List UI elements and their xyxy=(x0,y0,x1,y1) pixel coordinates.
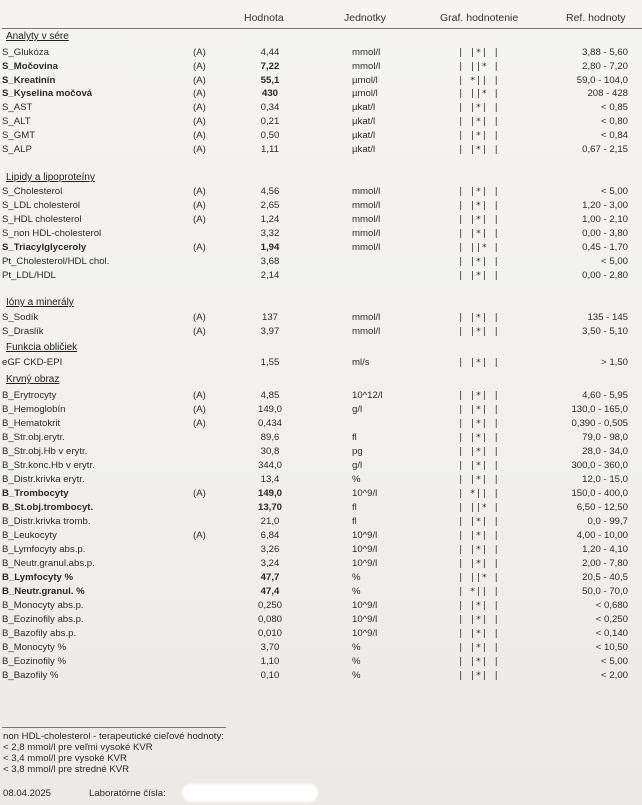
table-row xyxy=(0,214,642,226)
col-header-graph: Graf. hodnotenie xyxy=(440,12,519,24)
reference-range: < 10,50 xyxy=(595,642,628,653)
graph-indicator: | |*| | xyxy=(458,391,500,401)
graph-indicator: | ||* | xyxy=(458,573,500,583)
graph-indicator: | |*| | xyxy=(458,601,500,611)
reference-range: 59,0 - 104,0 xyxy=(576,75,628,86)
graph-indicator: | |*| | xyxy=(458,257,500,267)
table-row xyxy=(0,242,642,254)
result-value: 2,65 xyxy=(260,200,280,211)
test-name: S_Cholesterol xyxy=(2,186,63,197)
reference-range: < 5,00 xyxy=(601,186,628,197)
unit-label: mmol/l xyxy=(352,186,381,197)
test-name: B_Neutr.granul.abs.p. xyxy=(2,558,95,569)
accreditation-flag: (A) xyxy=(193,102,206,113)
table-row xyxy=(0,270,642,282)
test-name: S_Glukóza xyxy=(2,47,49,58)
result-value: 47,7 xyxy=(260,572,280,583)
reference-range: 135 - 145 xyxy=(587,312,628,323)
col-header-value: Hodnota xyxy=(244,12,284,24)
accreditation-flag: (A) xyxy=(193,326,206,337)
table-row xyxy=(0,357,642,369)
graph-indicator: | ||* | xyxy=(458,503,500,513)
reference-range: 6,50 - 12,50 xyxy=(576,502,628,513)
table-row xyxy=(0,144,642,156)
table-row xyxy=(0,530,642,542)
result-value: 0,080 xyxy=(257,614,282,625)
result-value: 4,85 xyxy=(260,390,280,401)
section-title-serum: Analyty v sére xyxy=(6,31,69,42)
unit-label: % xyxy=(352,586,361,597)
table-row xyxy=(0,446,642,458)
test-name: S_Kreatinín xyxy=(2,75,56,86)
result-value: 1,55 xyxy=(260,357,280,368)
result-value: 3,97 xyxy=(260,326,280,337)
test-name: S_AST xyxy=(2,102,33,113)
graph-indicator: | |*| | xyxy=(458,517,500,527)
result-value: 47,4 xyxy=(260,586,280,597)
result-value: 149,0 xyxy=(257,488,282,499)
result-value: 0,010 xyxy=(257,628,282,639)
test-name: S_ALP xyxy=(2,144,32,155)
footnote-line-3: < 3,8 mmol/l pre stredné KVR xyxy=(3,764,130,775)
unit-label: % xyxy=(352,642,361,653)
test-name: S_Kyselina močová xyxy=(2,88,93,99)
accreditation-flag: (A) xyxy=(193,530,206,541)
graph-indicator: | *|| | xyxy=(458,489,500,499)
table-row xyxy=(0,390,642,402)
header-divider xyxy=(2,28,642,29)
unit-label: 10^9/l xyxy=(352,628,378,639)
accreditation-flag: (A) xyxy=(193,242,206,253)
graph-indicator: | |*| | xyxy=(458,271,500,281)
table-row xyxy=(0,600,642,612)
section-title-blood-count: Krvný obraz xyxy=(6,374,60,385)
reference-range: < 5,00 xyxy=(601,656,628,667)
reference-range: 1,00 - 2,10 xyxy=(582,214,628,225)
result-value: 344,0 xyxy=(257,460,282,471)
graph-indicator: | |*| | xyxy=(458,671,500,681)
reference-range: 79,0 - 98,0 xyxy=(582,432,628,443)
test-name: B_Distr.krivka tromb. xyxy=(2,516,91,527)
table-row xyxy=(0,488,642,500)
unit-label: 10^9/l xyxy=(352,558,378,569)
unit-label: mmol/l xyxy=(352,214,381,225)
test-name: B_Monocyty abs.p. xyxy=(2,600,84,611)
test-name: B_Leukocyty xyxy=(2,530,57,541)
test-name: B_Str.obj.Hb v erytr. xyxy=(2,446,88,457)
unit-label: mmol/l xyxy=(352,312,381,323)
footnote-line-1: < 2,8 mmol/l pre veľmi vysoké KVR xyxy=(3,742,153,753)
reference-range: 0,0 - 99,7 xyxy=(587,516,628,527)
result-value: 4,56 xyxy=(260,186,280,197)
table-row xyxy=(0,642,642,654)
section-title-kidney: Funkcia obličiek xyxy=(6,342,78,353)
accreditation-flag: (A) xyxy=(193,390,206,401)
unit-label: fl xyxy=(352,502,357,513)
graph-indicator: | |*| | xyxy=(458,629,500,639)
reference-range: 3,50 - 5,10 xyxy=(582,326,628,337)
reference-range: 0,00 - 2,80 xyxy=(582,270,628,281)
accreditation-flag: (A) xyxy=(193,130,206,141)
graph-indicator: | |*| | xyxy=(458,117,500,127)
test-name: eGF CKD-EPI xyxy=(2,357,63,368)
reference-range: > 1,50 xyxy=(601,357,628,368)
unit-label: % xyxy=(352,572,361,583)
result-value: 0,34 xyxy=(260,102,280,113)
test-name: B_Str.obj.erytr. xyxy=(2,432,65,443)
graph-indicator: | *|| | xyxy=(458,76,500,86)
unit-label: % xyxy=(352,656,361,667)
accreditation-flag: (A) xyxy=(193,186,206,197)
graph-indicator: | |*| | xyxy=(458,313,500,323)
test-name: S_LDL cholesterol xyxy=(2,200,81,211)
result-value: 2,14 xyxy=(260,270,280,281)
unit-label: µkat/l xyxy=(352,144,376,155)
test-name: B_Trombocyty xyxy=(2,488,69,499)
test-name: S_HDL cholesterol xyxy=(2,214,82,225)
table-row xyxy=(0,326,642,338)
unit-label: µkat/l xyxy=(352,130,376,141)
result-value: 1,94 xyxy=(260,242,280,253)
reference-range: 12,0 - 15,0 xyxy=(582,474,628,485)
test-name: S_Draslík xyxy=(2,326,44,337)
unit-label: 10^9/l xyxy=(352,600,378,611)
test-name: B_Neutr.granul. % xyxy=(2,586,85,597)
graph-indicator: | ||* | xyxy=(458,62,500,72)
reference-range: 28,0 - 34,0 xyxy=(582,446,628,457)
table-row xyxy=(0,75,642,87)
reference-range: 150,0 - 400,0 xyxy=(571,488,628,499)
test-name: B_Distr.krivka erytr. xyxy=(2,474,85,485)
test-name: B_Lymfocyty % xyxy=(2,572,74,583)
table-row xyxy=(0,116,642,128)
graph-indicator: | |*| | xyxy=(458,145,500,155)
result-value: 89,6 xyxy=(260,432,280,443)
reference-range: 2,80 - 7,20 xyxy=(582,61,628,72)
table-row xyxy=(0,200,642,212)
result-value: 13,70 xyxy=(257,502,282,513)
graph-indicator: | |*| | xyxy=(458,531,500,541)
graph-indicator: | |*| | xyxy=(458,419,500,429)
accreditation-flag: (A) xyxy=(193,47,206,58)
table-row xyxy=(0,102,642,114)
result-value: 137 xyxy=(261,312,278,323)
graph-indicator: | |*| | xyxy=(458,559,500,569)
test-name: B_Hematokrit xyxy=(2,418,61,429)
unit-label: % xyxy=(352,474,361,485)
unit-label: mmol/l xyxy=(352,326,381,337)
test-name: B_Hemoglobín xyxy=(2,404,66,415)
test-name: Pt_Cholesterol/HDL chol. xyxy=(2,256,110,267)
table-row xyxy=(0,312,642,324)
reference-range: 4,60 - 5,95 xyxy=(582,390,628,401)
graph-indicator: | |*| | xyxy=(458,358,500,368)
result-value: 1,10 xyxy=(260,656,280,667)
result-value: 3,24 xyxy=(260,558,280,569)
accreditation-flag: (A) xyxy=(193,75,206,86)
graph-indicator: | |*| | xyxy=(458,131,500,141)
graph-indicator: | |*| | xyxy=(458,327,500,337)
redacted-area xyxy=(182,784,318,802)
graph-indicator: | |*| | xyxy=(458,201,500,211)
test-name: B_St.obj.trombocyt. xyxy=(2,502,94,513)
test-name: S_GMT xyxy=(2,130,36,141)
table-row xyxy=(0,516,642,528)
graph-indicator: | *|| | xyxy=(458,587,500,597)
result-value: 0,434 xyxy=(257,418,282,429)
reference-range: 0,390 - 0,505 xyxy=(571,418,628,429)
accreditation-flag: (A) xyxy=(193,418,206,429)
test-name: B_Erytrocyty xyxy=(2,390,57,401)
graph-indicator: | |*| | xyxy=(458,187,500,197)
table-row xyxy=(0,558,642,570)
test-name: S_ALT xyxy=(2,116,31,127)
graph-indicator: | |*| | xyxy=(458,461,500,471)
result-value: 0,10 xyxy=(260,670,280,681)
graph-indicator: | ||* | xyxy=(458,243,500,253)
reference-range: 3,88 - 5,60 xyxy=(582,47,628,58)
section-title-ions: Ióny a minerály xyxy=(6,297,74,308)
result-value: 430 xyxy=(261,88,278,99)
accreditation-flag: (A) xyxy=(193,144,206,155)
unit-label: fl xyxy=(352,432,357,443)
reference-range: 0,00 - 3,80 xyxy=(582,228,628,239)
result-value: 55,1 xyxy=(260,75,280,86)
test-name: B_Bazofily abs.p. xyxy=(2,628,77,639)
unit-label: pg xyxy=(352,446,363,457)
table-row xyxy=(0,88,642,100)
reference-range: 300,0 - 360,0 xyxy=(571,460,628,471)
reference-range: < 0,680 xyxy=(595,600,628,611)
col-header-units: Jednotky xyxy=(344,12,387,24)
reference-range: 20,5 - 40,5 xyxy=(582,572,628,583)
graph-indicator: | |*| | xyxy=(458,657,500,667)
result-value: 0,50 xyxy=(260,130,280,141)
graph-indicator: | |*| | xyxy=(458,447,500,457)
unit-label: 10^9/l xyxy=(352,530,378,541)
unit-label: mmol/l xyxy=(352,47,381,58)
result-value: 7,22 xyxy=(260,61,280,72)
unit-label: µmol/l xyxy=(352,88,378,99)
table-row xyxy=(0,460,642,472)
unit-label: mmol/l xyxy=(352,228,381,239)
table-row xyxy=(0,418,642,430)
unit-label: g/l xyxy=(352,404,363,415)
accreditation-flag: (A) xyxy=(193,116,206,127)
unit-label: 10^9/l xyxy=(352,614,378,625)
graph-indicator: | ||* | xyxy=(458,89,500,99)
test-name: B_Bazofily % xyxy=(2,670,59,681)
reference-range: 0,67 - 2,15 xyxy=(582,144,628,155)
reference-range: 0,45 - 1,70 xyxy=(582,242,628,253)
table-row xyxy=(0,502,642,514)
test-name: S_Triacylglyceroly xyxy=(2,242,87,253)
graph-indicator: | |*| | xyxy=(458,48,500,58)
table-row xyxy=(0,572,642,584)
result-value: 1,24 xyxy=(260,214,280,225)
unit-label: µkat/l xyxy=(352,102,376,113)
graph-indicator: | |*| | xyxy=(458,615,500,625)
result-value: 149,0 xyxy=(257,404,282,415)
test-name: B_Eozinofily abs.p. xyxy=(2,614,84,625)
test-name: B_Monocyty % xyxy=(2,642,66,653)
result-value: 30,8 xyxy=(260,446,280,457)
reference-range: 130,0 - 165,0 xyxy=(571,404,628,415)
footer-divider xyxy=(2,727,226,728)
accreditation-flag: (A) xyxy=(193,488,206,499)
table-row xyxy=(0,544,642,556)
result-value: 0,250 xyxy=(257,600,282,611)
graph-indicator: | |*| | xyxy=(458,475,500,485)
result-value: 4,44 xyxy=(260,47,280,58)
test-name: B_Lymfocyty abs.p. xyxy=(2,544,86,555)
test-name: S_Močovina xyxy=(2,61,58,72)
accreditation-flag: (A) xyxy=(193,214,206,225)
graph-indicator: | |*| | xyxy=(458,229,500,239)
unit-label: fl xyxy=(352,516,357,527)
test-name: Pt_LDL/HDL xyxy=(2,270,56,281)
table-row xyxy=(0,404,642,416)
unit-label: mmol/l xyxy=(352,61,381,72)
table-row xyxy=(0,61,642,73)
reference-range: 1,20 - 4,10 xyxy=(582,544,628,555)
table-row xyxy=(0,586,642,598)
report-date: 08.04.2025 xyxy=(3,788,52,799)
reference-range: < 0,84 xyxy=(601,130,628,141)
footnote-line-2: < 3,4 mmol/l pre vysoké KVR xyxy=(3,753,127,764)
unit-label: µmol/l xyxy=(352,75,378,86)
table-row xyxy=(0,614,642,626)
accreditation-flag: (A) xyxy=(193,200,206,211)
reference-range: 50,0 - 70,0 xyxy=(582,586,628,597)
unit-label: g/l xyxy=(352,460,363,471)
result-value: 0,21 xyxy=(260,116,280,127)
reference-range: < 0,140 xyxy=(595,628,628,639)
unit-label: 10^9/l xyxy=(352,544,378,555)
graph-indicator: | |*| | xyxy=(458,433,500,443)
unit-label: mmol/l xyxy=(352,200,381,211)
col-header-ref: Ref. hodnoty xyxy=(566,12,626,24)
result-value: 3,26 xyxy=(260,544,280,555)
reference-range: < 0,250 xyxy=(595,614,628,625)
lab-numbers-label: Laboratórne čísla: xyxy=(89,788,166,799)
accreditation-flag: (A) xyxy=(193,404,206,415)
test-name: S_non HDL-cholesterol xyxy=(2,228,102,239)
result-value: 3,68 xyxy=(260,256,280,267)
reference-range: 1,20 - 3,00 xyxy=(582,200,628,211)
table-row xyxy=(0,474,642,486)
graph-indicator: | |*| | xyxy=(458,405,500,415)
unit-label: 10^9/l xyxy=(352,488,378,499)
reference-range: < 5,00 xyxy=(601,256,628,267)
graph-indicator: | |*| | xyxy=(458,643,500,653)
section-title-lipids: Lipidy a lipoproteíny xyxy=(6,172,95,183)
graph-indicator: | |*| | xyxy=(458,545,500,555)
unit-label: ml/s xyxy=(352,357,370,368)
table-row xyxy=(0,432,642,444)
result-value: 1,11 xyxy=(261,144,279,155)
graph-indicator: | |*| | xyxy=(458,215,500,225)
result-value: 13,4 xyxy=(260,474,280,485)
accreditation-flag: (A) xyxy=(193,61,206,72)
result-value: 6,84 xyxy=(260,530,280,541)
table-row xyxy=(0,130,642,142)
reference-range: < 0,85 xyxy=(601,102,628,113)
reference-range: 208 - 428 xyxy=(587,88,628,99)
result-value: 3,32 xyxy=(260,228,280,239)
accreditation-flag: (A) xyxy=(193,312,206,323)
unit-label: mmol/l xyxy=(352,242,381,253)
test-name: B_Str.konc.Hb v erytr. xyxy=(2,460,95,471)
reference-range: < 0,80 xyxy=(601,116,628,127)
table-row xyxy=(0,47,642,59)
reference-range: < 2,00 xyxy=(601,670,628,681)
unit-label: µkat/l xyxy=(352,116,376,127)
table-row xyxy=(0,186,642,198)
reference-range: 2,00 - 7,80 xyxy=(582,558,628,569)
unit-label: % xyxy=(352,670,361,681)
graph-indicator: | |*| | xyxy=(458,103,500,113)
accreditation-flag: (A) xyxy=(193,88,206,99)
table-row xyxy=(0,656,642,668)
table-row xyxy=(0,628,642,640)
test-name: B_Eozinofily % xyxy=(2,656,66,667)
table-row xyxy=(0,228,642,240)
result-value: 3,70 xyxy=(260,642,280,653)
reference-range: 4,00 - 10,00 xyxy=(576,530,628,541)
result-value: 21,0 xyxy=(260,516,280,527)
footnote-title: non HDL-cholesterol - terapeutické cieľové hodnoty: xyxy=(3,731,224,742)
unit-label: 10^12/l xyxy=(352,390,383,401)
test-name: S_Sodík xyxy=(2,312,39,323)
table-row xyxy=(0,670,642,682)
table-row xyxy=(0,256,642,268)
